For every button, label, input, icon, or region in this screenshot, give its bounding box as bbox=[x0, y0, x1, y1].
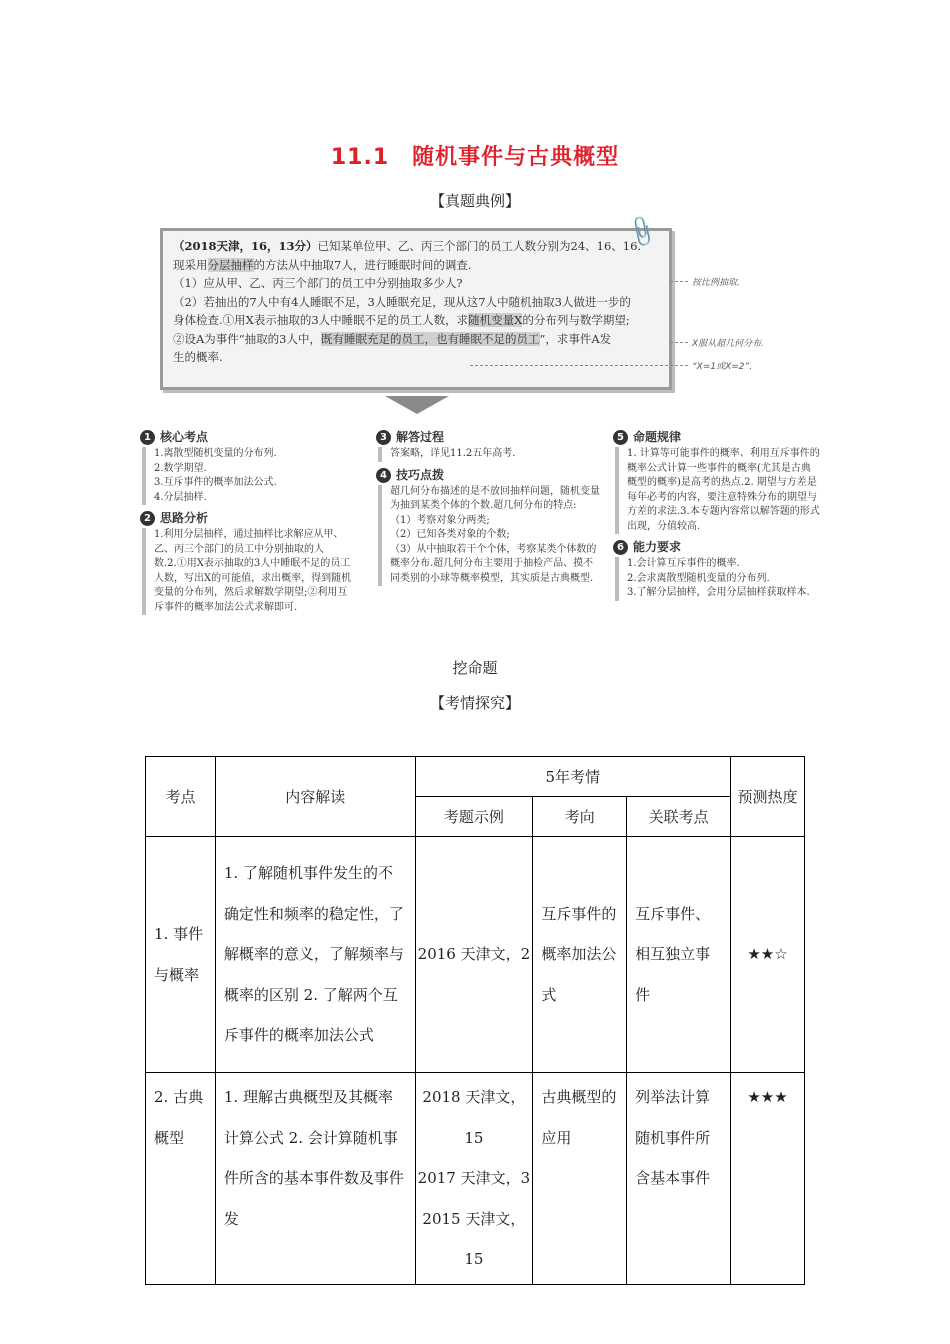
list-item: 2.数学期望. bbox=[154, 462, 207, 474]
number-3-icon: 3 bbox=[376, 430, 391, 445]
tips-text: 超几何分布描述的是不放回抽样问题，随机变量为抽到某类个体的个数.超几何分布的特点: bbox=[390, 485, 600, 511]
heading-analysis: 思路分析 bbox=[160, 511, 209, 526]
cell-guanlian: 列举法计算随机事件所含基本事件 bbox=[627, 1073, 731, 1285]
pattern-text: 1. 计算等可能事件的概率、利用互斥事件的概率公式计算一些事件的概率(尤其是古典概型的概率)是高考的热点.2. 期望与方差是每年必考的内容，要注意特殊分布的期望与方差的求法.3.本专题内容常以解答题的形式出现，分值较高. bbox=[627, 448, 820, 532]
note-connector bbox=[470, 365, 688, 366]
heading-pattern: 命题规律 bbox=[633, 430, 682, 445]
heading-core-points: 核心考点 bbox=[160, 430, 209, 445]
cell-neirong: 1. 了解随机事件发生的不确定性和频率的稳定性，了解概率的意义，了解频率与概率的区别 2. 了解两个互斥事件的概率加法公式 bbox=[215, 837, 415, 1073]
page-title: 11.1 随机事件与古典概型 bbox=[330, 145, 620, 170]
note-connector bbox=[670, 281, 688, 282]
table-row bbox=[146, 1073, 805, 1285]
problem-text: 现采用 bbox=[173, 257, 208, 272]
exam-analysis-table bbox=[145, 756, 805, 1285]
list-item: 3.互斥事件的概率加法公式. bbox=[154, 477, 277, 488]
header-kaoxiang: 考向 bbox=[533, 797, 627, 837]
list-item: （1）考察对象分两类; bbox=[390, 514, 490, 526]
section-heading-exploration: 【考情探究】 bbox=[429, 694, 520, 712]
example-item: 2018 天津文，15 bbox=[422, 1088, 526, 1147]
column-core bbox=[140, 430, 355, 621]
header-yuce: 预测热度 bbox=[731, 757, 805, 837]
column-pattern bbox=[613, 430, 820, 607]
cell-redu: ★★☆ bbox=[731, 837, 805, 1073]
cell-kaoxiang: 互斥事件的概率加法公式 bbox=[533, 837, 627, 1073]
cell-neirong: 1. 理解古典概型及其概率计算公式 2. 会计算随机事件所含的基本事件数及事件发 bbox=[215, 1073, 415, 1285]
heading-ability: 能力要求 bbox=[633, 540, 682, 555]
cell-kaoxiang: 古典概型的应用 bbox=[533, 1073, 627, 1285]
header-neirong: 内容解读 bbox=[215, 757, 415, 837]
problem-source: （2018天津，16，13分） bbox=[173, 239, 318, 253]
solution-text: 答案略，详见11.2五年高考. bbox=[390, 448, 516, 459]
problem-text: ”，求事件A发 bbox=[539, 331, 612, 346]
note-event-x: “X=1或X=2”. bbox=[692, 362, 753, 372]
heading-solution: 解答过程 bbox=[396, 430, 445, 445]
list-item: 2.会求离散型随机变量的分布列. bbox=[627, 572, 770, 584]
number-4-icon: 4 bbox=[376, 468, 391, 483]
list-item: 1.会计算互斥事件的概率. bbox=[627, 558, 740, 569]
problem-text: ②设A为事件“抽取的3人中， bbox=[173, 331, 321, 346]
down-arrow-icon bbox=[385, 396, 449, 414]
cell-kaodian: 2. 古典概型 bbox=[146, 1073, 216, 1285]
header-guanlian: 关联考点 bbox=[627, 797, 731, 837]
note-stratified: 按比例抽取. bbox=[692, 278, 740, 288]
cell-redu: ★★★ bbox=[731, 1073, 805, 1285]
header-5year: 5年考情 bbox=[415, 757, 731, 797]
column-solution bbox=[376, 430, 601, 592]
problem-text: 的方法从中抽取7人，进行睡眠时间的调查. bbox=[253, 257, 472, 272]
heading-tips: 技巧点拨 bbox=[396, 467, 445, 482]
highlight-event: 既有睡眠充足的员工，也有睡眠不足的员工 bbox=[321, 331, 540, 346]
number-6-icon: 6 bbox=[613, 540, 628, 555]
cell-kaodian: 1. 事件与概率 bbox=[146, 837, 216, 1073]
cell-guanlian: 互斥事件、相互独立事件 bbox=[627, 837, 731, 1073]
header-kaodian: 考点 bbox=[146, 757, 216, 837]
number-5-icon: 5 bbox=[613, 430, 628, 445]
table-row bbox=[146, 837, 805, 1073]
problem-text: 身体检查.①用X表示抽取的3人中睡眠不足的员工人数，求 bbox=[173, 313, 469, 327]
highlight-stratified: 分层抽样 bbox=[207, 257, 254, 272]
note-connector bbox=[670, 342, 688, 343]
example-item: 2017 天津文，3 bbox=[417, 1169, 531, 1187]
analysis-text: 1.利用分层抽样，通过抽样比求解应从甲、乙、丙三个部门的员工中分别抽取的人数.2.①用X表示抽取的3人中睡眠不足的员工人数，写出X的可能值，求出概率，得到随机变量的分布列，然后求解数学期望;②利用互斥事件的概率加法公式求解即可. bbox=[154, 529, 352, 613]
highlight-random-variable: 随机变量X bbox=[468, 313, 523, 327]
list-item: 1.离散型随机变量的分布列. bbox=[154, 448, 277, 459]
problem-text: （1）应从甲、乙、丙三个部门的员工中分别抽取多少人? bbox=[173, 276, 463, 290]
problem-text: 已知某单位甲、乙、丙三个部门的员工人数分别为24、16、16. bbox=[317, 239, 642, 253]
paperclip-icon: 📎 bbox=[623, 214, 660, 251]
header-shili: 考题示例 bbox=[415, 797, 533, 837]
list-item: （3）从中抽取若干个个体，考察某类个体数的概率分布.超几何分布主要用于抽检产品、摸不同类别的小球等概率模型，其实质是古典概型. bbox=[390, 543, 597, 584]
problem-text: 生的概率. bbox=[173, 350, 223, 364]
example-item: 2015 天津文，15 bbox=[422, 1209, 526, 1268]
number-1-icon: 1 bbox=[140, 430, 155, 445]
list-item: 4.分层抽样. bbox=[154, 491, 207, 503]
cell-shili: 2016 天津文，2 bbox=[415, 837, 533, 1073]
cell-shili bbox=[415, 1073, 533, 1285]
list-item: （2）已知各类对象的个数; bbox=[390, 529, 510, 540]
list-item: 3.了解分层抽样，会用分层抽样获取样本. bbox=[627, 587, 810, 598]
example-figure bbox=[140, 214, 820, 633]
section-heading-mining: 挖命题 bbox=[452, 659, 498, 677]
section-heading-examples: 【真题典例】 bbox=[429, 192, 520, 210]
number-2-icon: 2 bbox=[140, 511, 155, 526]
problem-text: （2）若抽出的7人中有4人睡眠不足，3人睡眠充足，现从这7人中随机抽取3人做进一步的 bbox=[173, 294, 631, 309]
problem-text: 的分布列与数学期望; bbox=[522, 313, 630, 327]
note-hypergeometric: X服从超几何分布. bbox=[692, 339, 765, 349]
